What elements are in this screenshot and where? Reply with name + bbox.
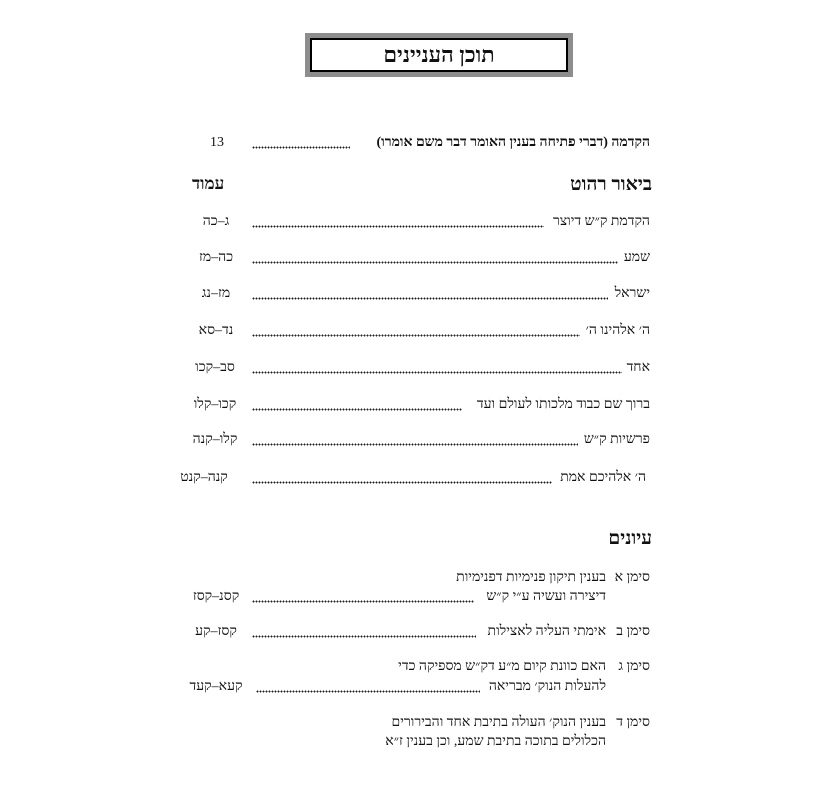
- toc-row[interactable]: [0, 286, 826, 306]
- toc-label: ה׳ אלהיכם אמת: [560, 470, 646, 485]
- toc-row-siman-b[interactable]: [0, 624, 826, 644]
- toc-page: קכו–קלו: [193, 397, 237, 412]
- siman-label: סימן א: [614, 570, 650, 585]
- toc-label: דיצירה ועשיה ע״י ק״ש: [486, 589, 606, 604]
- toc-page: קעא–קעד: [189, 679, 243, 694]
- toc-row-intro[interactable]: [0, 135, 826, 155]
- toc-label: להעלות הנוק׳ מבריאה: [488, 679, 606, 694]
- siman-label: סימן ב: [616, 624, 650, 639]
- toc-row[interactable]: [0, 397, 826, 417]
- section-heading: עיונים: [608, 528, 652, 549]
- dot-leader: [252, 142, 350, 152]
- toc-label: הקדמת ק״ש דיוצר: [552, 214, 650, 229]
- toc-page: קסנ–קסז: [192, 589, 240, 604]
- dot-leader: [252, 404, 462, 414]
- toc-label: ברוך שם כבוד מלכותו לעולם ועד: [476, 397, 650, 412]
- dot-leader: [252, 293, 608, 303]
- toc-row[interactable]: [0, 360, 826, 380]
- section-heading: ביאור רהוט: [570, 174, 652, 195]
- toc-row[interactable]: [0, 470, 826, 490]
- siman-label: סימן ג: [618, 659, 650, 674]
- siman-label: סימן ד: [616, 715, 650, 730]
- toc-label: פרשיות ק״ש: [583, 432, 650, 447]
- dot-leader: [252, 367, 622, 377]
- page-title: תוכן העניינים: [310, 38, 568, 72]
- toc-label: אימתי העליה לאצילות: [487, 624, 606, 639]
- toc-page: סב–קכו: [195, 360, 235, 375]
- toc-page: כה–מז: [198, 250, 234, 265]
- dot-leader: [252, 221, 544, 231]
- toc-row[interactable]: [0, 250, 826, 270]
- page-column-heading: עמוד: [192, 174, 225, 193]
- dot-leader: [256, 686, 480, 696]
- toc-row[interactable]: [0, 432, 826, 452]
- dot-leader: [252, 631, 476, 641]
- toc-row-siman-g[interactable]: [0, 679, 826, 699]
- toc-page: נד–סא: [198, 323, 234, 338]
- toc-page: קנה–קנט: [180, 470, 228, 485]
- title-frame: [305, 33, 573, 77]
- siman-text-line1: האם כוונת קיום מ״ע דק״ש מספיקה כדי: [398, 659, 606, 674]
- toc-label: ישראל: [614, 286, 650, 301]
- dot-leader: [252, 330, 580, 340]
- toc-label: הקדמה (דברי פתיחה בענין האומר דבר משם אומרו): [376, 135, 650, 150]
- dot-leader: [252, 439, 578, 449]
- siman-text-line1: בענין תיקון פנימיות דפנימיות: [456, 570, 606, 585]
- toc-page: מז–נג: [201, 286, 231, 301]
- dot-leader: [252, 257, 618, 267]
- toc-page: קלו–קנה: [192, 432, 238, 447]
- siman-text-line2: הכלולים בתוכה בתיבת שמע, וכן בענין ז״א: [385, 734, 606, 749]
- toc-page: 13: [210, 135, 224, 150]
- toc-label: שמע: [623, 250, 650, 265]
- siman-text-line1: בענין הנוק׳ העולה בתיבת אחד והבירורים: [391, 715, 606, 730]
- toc-label: אחד: [626, 360, 650, 375]
- dot-leader: [252, 596, 474, 606]
- toc-row[interactable]: [0, 323, 826, 343]
- toc-page: קסז–קע: [195, 624, 237, 639]
- toc-row[interactable]: [0, 214, 826, 234]
- toc-page: ג–כה: [202, 214, 230, 229]
- dot-leader: [252, 477, 552, 487]
- toc-row-siman-a[interactable]: [0, 589, 826, 609]
- toc-label: ה׳ אלהינו ה׳: [585, 323, 650, 338]
